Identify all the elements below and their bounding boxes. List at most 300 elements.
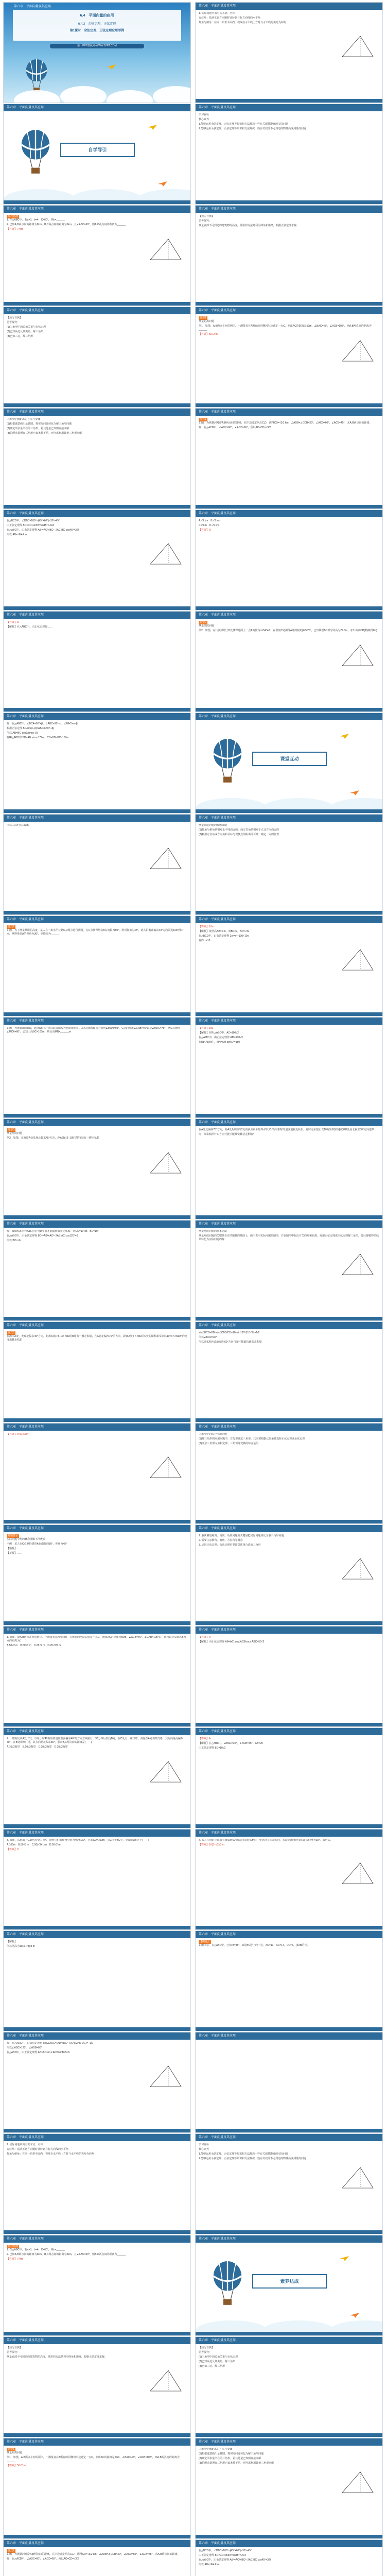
slide-body (199, 824, 379, 909)
paper-plane-icon (158, 181, 167, 187)
slide-body (7, 925, 187, 1011)
slide-footer-bar (196, 2027, 382, 2031)
slide-footer-bar (196, 99, 382, 103)
paper-plane-icon (350, 2313, 359, 2318)
slide-text-line: 由正弦定理得 BC=CD·sin30°/sin45°=√6/4 (7, 524, 55, 527)
section-slide[interactable] (195, 713, 383, 814)
slide-header: 第六章 平面向量及其应用 (4, 612, 190, 619)
slide-tag: 变式1 (200, 418, 206, 421)
slide[interactable] (195, 1829, 383, 1930)
slide[interactable] (3, 1727, 191, 1828)
slide[interactable] (195, 2539, 383, 2576)
slide[interactable] (195, 1524, 383, 1625)
slide-text-line: 3. 运用正弦定理、余弦定理时要注意选择合适的三角形 (199, 1544, 261, 1547)
slide-text-line: (1)根据题意画出示意图，将实际问题转化为解三角形问题 (199, 2452, 264, 2455)
slide-text-line: 测量角度问题的关键是在弄清题意的基础上，画出表示实际问题的图形，并在图形中标出有关的角和距离，再用正弦定理或余弦定理解三角形，最后将解得的结果转化为实际问题的解 (199, 1234, 379, 1241)
section-slide[interactable] (195, 2235, 383, 2336)
slide[interactable] (3, 408, 191, 509)
slide-text-line: (3)若所求量所在三角形已知条件不足，则考虑利用其他三角形求解 (7, 432, 82, 435)
slide[interactable] (3, 205, 191, 306)
slide-body (7, 1331, 187, 1417)
slide-footer-bar (4, 200, 190, 204)
slide-text-line: 如图，为测量河对岸A,B两点间的距离，在岸边选定两点C,D，测得CD=√3/2 km，∠ADB=∠CDB=30°，∠ACD=60°，∠ACB=45°，求A,B两点间的距离。 (199, 421, 372, 425)
slide-header: 第六章 平面向量及其应用 (4, 206, 190, 213)
slide-text-line: 【解析】由正弦定理得 AB=AC·sin∠ACB/sin∠ABC=50√2 (199, 1640, 265, 1643)
slide-text-line: 【答案】50√2 m (199, 333, 218, 336)
slide-body (199, 2042, 379, 2127)
slide[interactable] (195, 1626, 383, 1727)
section-banner (60, 143, 135, 157)
paper-plane-icon (148, 125, 157, 130)
slide[interactable] (3, 2336, 191, 2437)
slide-footer-bar (196, 505, 382, 509)
slide[interactable] (195, 1118, 383, 1219)
slide-text-line: (3)已知三边，解三角形 (199, 2365, 225, 2368)
slide-header: 第六章 平面向量及其应用 (196, 2032, 382, 2040)
slide-header: 第六章 平面向量及其应用 (4, 713, 190, 720)
slide-header: 第六章 平面向量及其应用 (196, 2134, 382, 2141)
slide-text-line: 1. 实际问题中的有关术语、名称 (7, 2143, 43, 2146)
slide-text-line: 学习目标 (199, 2143, 209, 2146)
slide-body (7, 2245, 187, 2330)
slide-footer-bar (196, 1723, 382, 1726)
slide-header: 第六章 平面向量及其应用 (4, 409, 190, 416)
slide-text-line: 所以山高约为150m。 (7, 824, 31, 827)
slide-text-line: 测量距离问题 (199, 320, 215, 323)
slide[interactable] (195, 916, 383, 1016)
slide[interactable] (195, 1220, 383, 1321)
slide-footer-bar (196, 2433, 382, 2437)
slide-tag: 预习自测 (8, 215, 19, 218)
slide-header: 第六章 平面向量及其应用 (196, 1525, 382, 1532)
slide-body (7, 1839, 187, 1924)
slide-header: 第六章 平面向量及其应用 (196, 206, 382, 213)
slide-body (199, 215, 379, 300)
slide-header: 第六章 平面向量及其应用 (4, 916, 190, 923)
slide-text-line: 【答案】D (199, 529, 211, 532)
geometry-figure (340, 642, 376, 668)
slide-text-line: 1. 如图，设A,B两点在河的两岸，一测量者在A的同侧，在所在的河岸边选定一点C，测出AC的距离为50m，∠ACB=45°，∠CAB=105°后，就可以计算出A,B两点的距离为( ) (7, 1636, 186, 1642)
slide-header: 第六章 平面向量及其应用 (4, 1221, 190, 1228)
slide-tag: 题型2 (200, 621, 206, 624)
slide[interactable] (195, 510, 383, 611)
slide-text-line: A.√3 km B.√2 km (199, 519, 220, 522)
slide-footer-bar (196, 708, 382, 711)
slide-header: 第六章 平面向量及其应用 (196, 510, 382, 517)
slide[interactable] (195, 205, 383, 306)
slide-header: 第六章 平面向量及其应用 (196, 1018, 382, 1025)
section-banner (252, 2274, 327, 2289)
cover-title-line: 6.4.3 余弦定理、正弦定理 (78, 23, 116, 26)
slide-text-line: 解：设缉私船应沿CD方向行驶t小时才能最快截获走私船，则CD=10√3t，BD=10t (7, 1230, 99, 1233)
slide[interactable] (195, 1423, 383, 1524)
slide-header: 第六章 平面向量及其应用 (196, 3, 382, 10)
slide[interactable] (3, 2235, 191, 2336)
geometry-figure (148, 2063, 184, 2089)
slide[interactable] (3, 1118, 191, 1219)
slide-text-line: 仰角与俯角：在同一铅垂平面内，视线在水平线上方时与水平线的夹角为仰角 (7, 2153, 95, 2156)
slide-text-line: 如图所示，在△ABC中，已知 B=45°，D是BC边上的一点，AD=10，AC=14，DC=6，求AB的长。 (199, 1944, 310, 1947)
slide-header: 第六章 平面向量及其应用 (4, 1728, 190, 1735)
slide-text-line: 仰角与俯角：在同一铅垂平面内，视线在水平线上方时与水平线的夹角为仰角 (199, 21, 287, 24)
slide[interactable] (3, 1017, 191, 1118)
slide-text-line: 解：在△ABC中，∠BCA=90°+β，∠ABC=90°−α，∠BAC=α−β (7, 722, 78, 725)
slide-text-line: 2.能够运用余弦定理、正弦定理等知识和方法解决一些有关底部不可到达的物体高度测量的问题 (199, 2157, 307, 2160)
slide-header: 第六章 平面向量及其应用 (4, 2134, 190, 2141)
slide-footer-bar (4, 2129, 190, 2132)
slide[interactable] (3, 814, 191, 915)
slide-text-line: 问：缉私船沿什么方向行驶才能最快截获走私船？ (199, 1133, 256, 1136)
slide-text-line: 【解析】设塔高AB=x m，则BC=x，BD=√3x (199, 930, 249, 933)
cover-slide[interactable] (3, 2, 191, 103)
slide-header: 第六章 平面向量及其应用 (196, 1221, 382, 1228)
cloud-shape (14, 90, 60, 103)
cloud-shape (60, 86, 107, 103)
slide-text-line: 例1 如图，A,B两点在河的两岸，一测量者在A所在的同侧河岸边选定一点C，测出AC的距离是50m，∠BAC=45°，∠ACB=105°，则A,B两点间的距离为______ (199, 325, 372, 331)
slide[interactable] (195, 2133, 383, 2234)
cover-subtitle: 第一PPT模板网-WWW.1PPT.COM (50, 44, 144, 48)
slide-header: 第六章 平面向量及其应用 (196, 2438, 382, 2446)
slide-header: 第六章 平面向量及其应用 (4, 1626, 190, 1634)
slide-text-line: 在△ABD中，由正弦定理得 AB=AD·sin∠ADB/sinB=5√6 (7, 2051, 70, 2054)
slide-footer-bar (4, 2027, 190, 2031)
slide-text-line: 2. 一艘海轮从A处出发，以每小时40海里的速度沿南偏东40°的方向直线航行，30分钟后到达B处。在C处有一座灯塔，海轮在A处观察灯塔，其方向是南偏东70°，在B处观察灯塔，其方向是北偏东65°，那么B,C两点间的距离是( ) (7, 1737, 183, 1744)
slide[interactable] (3, 2438, 191, 2539)
slide-text-line: 思考探究： (199, 219, 212, 223)
slide-text-line: (1)仰角与俯角是相对水平线而言的，而方位角是相对于正北方向而言的 (199, 828, 279, 832)
slide-header: 第六章 平面向量及其应用 (4, 1018, 190, 1025)
slide-text-line: (2)利用方位角或方向角和目标与观测点的距离即可唯一确定一点的位置 (199, 833, 279, 836)
slide-text-line: 【答案】10(3−√3)/3 m (199, 1843, 224, 1846)
slide-body (199, 1940, 379, 2026)
slide[interactable] (3, 307, 191, 408)
geometry-figure (340, 947, 376, 973)
slide-text-line: (1)解三角形的应用问题中，首先要确定三角形，其次要根据已知条件选择正弦定理或余弦定理 (199, 1437, 305, 1440)
slide-body (199, 1433, 379, 1518)
slide-footer-bar (4, 1824, 190, 1828)
slide[interactable] (3, 1321, 191, 1422)
slide[interactable] (195, 1930, 383, 2031)
slide-text-line: 例3 如图，在海岸A处发现北偏东45°方向，距A处(√3−1)海里的B处有一艘走私船 (7, 1137, 99, 1140)
slide-text-line: 4. 某人在塔的正东沿着南偏西60°的方向前进40m后，望见塔在东北方向，若沿途测得塔顶的最大仰角为30°，求塔高。 (199, 1839, 333, 1842)
slide-text-line: sin∠BCD=BD·sin∠CBD/CD=10t·sin120°/(10√3t)=1/2 (199, 1331, 260, 1334)
slide-text-line: 三角形中测距离的方法与步骤 (7, 418, 41, 421)
slide-tag: 变式1 (8, 2549, 14, 2552)
hot-air-balloon-icon (211, 2261, 244, 2311)
cover-title-line: 第1课时 余弦定理、正弦定理应用举例 (69, 29, 125, 32)
slide-footer-bar (196, 1012, 382, 1016)
slide-text-line: (2)确定所求量所在的三角形，若其他量已知则直接求解 (199, 2457, 261, 2460)
paper-plane-icon (340, 734, 349, 739)
slide-header: 第六章 平面向量及其应用 (196, 1728, 382, 1735)
slide-text-line: 解：在△ACD中，∠ADC=60°，∠ACD=60°，所以AC=CD=√3/2 (7, 2557, 79, 2561)
geometry-figure (340, 1860, 376, 1886)
slide-text-line: 思考探究： (199, 2351, 212, 2354)
slide[interactable] (195, 104, 383, 205)
slide-text-line: 核心素养 (199, 2148, 209, 2151)
slide-tag: 变式2 (8, 925, 14, 928)
slide-tag: 【例题】 (200, 1940, 210, 1943)
slide[interactable] (195, 2336, 383, 2437)
slide-footer-bar (4, 403, 190, 407)
slide-text-line: 【答案】√7km (7, 2258, 24, 2261)
slide-body (7, 2448, 187, 2533)
slide-header: 第六章 平面向量及其应用 (4, 2235, 190, 2243)
slide-text-line: 1.能够运用余弦定理、正弦定理等知识和方法解决一些有关测量距离的实际问题 (199, 123, 289, 126)
slide-text-line: 测量角度问题的基本思路 (199, 1230, 227, 1233)
cover-title-line: 6.4 平面向量的应用 (80, 14, 114, 18)
slide-text-line: 在Rt△AMN中，MN=AM·sin60°=150 (199, 1041, 240, 1044)
slide-text-line: 【错解】…… (7, 1547, 23, 1550)
slide-body (7, 1940, 187, 2026)
slide-text-line: (3)已知三边，解三角形 (7, 335, 33, 338)
slide-text-line: 测量角度问题 (7, 1132, 23, 1135)
slide-footer-bar (4, 1520, 190, 1523)
slide-text-line: 学习目标 (199, 113, 209, 116)
slide[interactable] (3, 2133, 191, 2234)
slide-footer-bar (4, 505, 190, 509)
slide-header: 第六章 平面向量及其应用 (196, 2235, 382, 2243)
slide-text-line: (2)注意三角形内角和定理、三角恒等变换的综合运用 (199, 1442, 259, 1445)
slide-tag: 题型1 (8, 2448, 14, 2451)
geometry-figure (340, 1251, 376, 1277)
slide-text-line: 在△BCD中，∠DBC=180°−(45°+60°)−30°=45° (7, 519, 60, 522)
slide-header: 第六章 平面向量及其应用 (4, 2337, 190, 2344)
slide-text-line: (1)三角形中的边角关系与余弦定理 (7, 326, 46, 329)
slide-text-line: 根据正弦定理 BC/sin(α−β)=AB/sin(90°+β) (7, 727, 55, 730)
slide-text-line: 所以∠BCD=30° (199, 1336, 217, 1339)
slide[interactable] (3, 2032, 191, 2133)
slide-text-line: 由正弦定理得 BC=10√2 (199, 1747, 226, 1750)
slide-body (199, 1027, 379, 1112)
slide-footer-bar (4, 2535, 190, 2538)
slide[interactable] (3, 916, 191, 1016)
slide[interactable] (3, 1626, 191, 1727)
slide-text-line: A.10√2海里 B.10√3海里 C.20√3海里 D.20√2海里 (7, 1745, 68, 1749)
slide[interactable] (195, 2438, 383, 2539)
slide[interactable] (3, 713, 191, 814)
slide-body (7, 621, 187, 706)
slide-footer-bar (4, 1114, 190, 1117)
slide-body (199, 1737, 379, 1823)
slide-header: 第六章 平面向量及其应用 (4, 104, 190, 111)
slide-body (7, 1534, 187, 1620)
slide[interactable] (195, 2, 383, 103)
cloud-shape (107, 90, 153, 103)
slide-text-line: 如图，为测量山高MN，选择A和另一座山的山顶C为测量观测点。从A点测得M点的仰角∠MAN=60°，C点的仰角∠CAB=45°以及∠MAC=75°；从C点测得∠MCA=60°。已知山高BC=100m，则山高MN=______m (7, 1027, 180, 1033)
slide-text-line: 测量距离问题 (7, 2451, 23, 2454)
geometry-figure (148, 1454, 184, 1480)
slide-footer-bar (4, 911, 190, 914)
geometry-figure (340, 338, 376, 364)
slide[interactable] (195, 307, 383, 408)
slide[interactable] (3, 1423, 191, 1524)
slide-text-line: 1. 实际问题中的有关术语、名称 (199, 12, 235, 15)
slide-header: 第六章 平面向量及其应用 (196, 1931, 382, 1938)
slide-text-line: (3)若所求量所在三角形已知条件不足，则考虑利用其他三角形求解 (199, 2462, 274, 2465)
slide-text-line: 【预习自测】 (199, 215, 215, 218)
slide-text-line: 【预习自测】 (7, 2346, 23, 2349)
slide-body (199, 1128, 379, 1214)
slide-footer-bar (4, 2433, 190, 2437)
slide[interactable] (195, 1321, 383, 1422)
slide-text-line: 1. 在△ABC中，若a=3，b=4，C=60°，则c=______ (7, 218, 65, 222)
slide-text-line: 例2 如图，在山顶铁塔上B处测得地面上一点A的俯角α=54°40′，在塔底C处测得A处的俯角β=50°1′，已知铁塔BC部分的高为27.3m，求出山高CD(精确到1m) (199, 629, 377, 632)
section-title: 自学导引 (88, 147, 107, 152)
chapter-label: 第六章 平面向量及其应用 (14, 5, 51, 8)
slide-footer-bar (196, 1621, 382, 1625)
slide-header: 第六章 平面向量及其应用 (196, 409, 382, 416)
slide-header: 第六章 平面向量及其应用 (4, 2438, 190, 2446)
slide-footer-bar (4, 708, 190, 711)
slide-body (199, 2549, 379, 2576)
slide-body (7, 2143, 187, 2229)
slide-header: 第六章 平面向量及其应用 (196, 1322, 382, 1329)
slide-text-line: 【预习自测】 (7, 316, 23, 319)
hot-air-balloon-icon (19, 130, 52, 179)
slide-body (7, 1636, 187, 1721)
slide-header: 第六章 平面向量及其应用 (196, 2337, 382, 2344)
slide-text-line: 2. 需要注意仰角、俯角、方位角等概念 (199, 1539, 243, 1542)
slide-text-line: 【答案】150 (199, 1027, 214, 1030)
slide[interactable] (3, 611, 191, 712)
slide-text-line: 在△ABC中，由余弦定理得 AB²=AC²+BC²−2AC·BC·cos45°=3/8 (7, 529, 79, 532)
slide-footer-bar (4, 2332, 190, 2335)
slide-text-line: 【答案】C (7, 1848, 19, 1851)
slide-footer-bar (196, 1317, 382, 1320)
slide[interactable] (195, 611, 383, 712)
slide-text-line: (2)已知两边及其夹角，解三角形 (199, 2360, 236, 2363)
geometry-figure (148, 1150, 184, 1176)
slide[interactable] (3, 1930, 191, 2031)
slide-header: 第六章 平面向量及其应用 (196, 612, 382, 619)
slide-header: 第六章 平面向量及其应用 (4, 1423, 190, 1431)
slide-text-line: 【答案】D (7, 621, 19, 624)
slide-text-line: 由正弦定理得 BC=CD·sin30°/sin45°=√6/4 (199, 2554, 247, 2557)
slide-footer-bar (196, 606, 382, 610)
slide[interactable] (195, 1017, 383, 1118)
slide-text-line: C.2 km D.√6 km (199, 524, 219, 527)
slide-body (7, 418, 187, 503)
slide-footer-bar (196, 1418, 382, 1422)
slide-text-line: 在△AMC中，由正弦定理得 AM=100√3 (199, 1036, 243, 1039)
slide-header: 第六章 平面向量及其应用 (4, 1119, 190, 1126)
slide[interactable] (195, 814, 383, 915)
slide[interactable] (3, 2539, 191, 2576)
slide-header: 第六章 平面向量及其应用 (4, 1931, 190, 1938)
slide-footer-bar (196, 2332, 382, 2335)
slide[interactable] (195, 2032, 383, 2133)
slide-body (7, 722, 187, 808)
slide-footer-bar (196, 302, 382, 306)
slide[interactable] (3, 1829, 191, 1930)
slide-footer-bar (4, 302, 190, 306)
slide-text-line: 如图，为了测量某塔的高度，某人在一条水平公路C,D两点进行测量。在C点测得塔底B在南偏西80°，塔顶仰角为45°，此人沿着南偏东40°方向前进10m到D点，测得塔顶A的仰角为30°，则塔高为______ (7, 929, 183, 936)
slide-footer-bar (4, 1215, 190, 1219)
slide-text-line: 三角形中的综合应用问题 (199, 1433, 227, 1436)
slide-text-line: 测量底部不可到达的建筑物的高度，常用的方法是利用仰角和距离，根据正弦定理求解。 (7, 2355, 108, 2359)
slide-text-line: 所以 AB=√6/4 km (199, 2563, 219, 2566)
slide-text-line: A.100m B.50√3 m C.50(√3+1)m D.50√2 m (7, 1843, 61, 1846)
slide-tag: 题型3 (8, 1128, 14, 1131)
slide-text-line: 1. 在△ABC中，若a=3，b=4，C=60°，则c=______ (7, 2248, 65, 2251)
slide-text-line: 在△ABC中，由余弦定理得 AB²=AC²+BC²−2AC·BC·cos45°=3/8 (199, 2558, 271, 2562)
slide-footer-bar (4, 1621, 190, 1625)
slide-text-line: 如图，为测量河对岸A,B两点间的距离，在岸边选定两点C,D，测得CD=√3/2 km，∠ADB=∠CDB=30°，∠ACD=60°，∠ACB=45°，求A,B两点间的距离。 (7, 2553, 180, 2556)
geometry-figure (148, 1759, 184, 1785)
slide-text-line: 【正解】…… (7, 1552, 23, 1555)
slide-text-line: 所以 AB=√6/4 km (7, 533, 27, 536)
slide-header: 第六章 平面向量及其应用 (4, 510, 190, 517)
paper-plane-icon (340, 2256, 349, 2261)
slide-header: 第六章 平面向量及其应用 (196, 916, 382, 923)
slide-body (199, 113, 379, 199)
slide-tag: 题型1 (200, 316, 206, 319)
geometry-figure (340, 1556, 376, 1582)
slide[interactable] (195, 408, 383, 509)
slide-text-line: 所以缉私船应沿北偏东60°方向行驶才能最快截获走私船 (199, 1341, 262, 1344)
slide-text-line: 所以塔高为10(3−√3)/3 m (7, 1945, 35, 1948)
slide-header: 第六章 平面向量及其应用 (4, 1322, 190, 1329)
slide-tag: 预习自测 (8, 2245, 19, 2248)
slide-text-line: 在△ABC中，由余弦定理得 BC²=AB²+AC²−2AB·AC·cos120°=6 (7, 1234, 78, 1238)
slide-text-line: (2)已知两边及其夹角，解三角形 (7, 330, 44, 333)
cover-title-box (13, 10, 181, 41)
slide-footer-bar (196, 1215, 382, 1219)
paper-plane-icon (107, 64, 116, 70)
slide-text-line: 【答案】10m (199, 925, 214, 928)
section-title: 课堂互动 (280, 756, 299, 761)
geometry-figure (148, 2368, 184, 2394)
slide-text-line: 1. 解决测量距离、高度、角度问题的关键是把实际问题转化为解三角形问题 (199, 1534, 284, 1537)
slide-text-line: 测量高度问题 (199, 624, 215, 628)
geometry-figure (148, 845, 184, 871)
slide-header: 第六章 平面向量及其应用 (196, 1119, 382, 1126)
slide-body (199, 1636, 379, 1721)
slide-text-line: 所以 AB=BC·cosβ/sin(α−β) (7, 732, 38, 735)
slide-text-line: 核心素养 (199, 118, 209, 121)
slide-text-line: 【答案】A (199, 1636, 211, 1639)
section-title: 素养达成 (280, 2279, 299, 2284)
slide-text-line: 在海岸A处，发现北偏东45°方向，距离A处(√3−1)n mile的B处有一艘走私船，在A处北偏西75°的方向，距离A处2 n mile的C处的缉私船奉命以10√3 n mile/h的速度追截走私船 (7, 1335, 187, 1342)
slide-text-line: 在A处北偏西75°方向，距A处2海里的C处的我方缉私船奉命以10√3海里/时的速度追截走私船，此时走私船正以10海里/时的速度从B处向北偏东30°方向逃窜 (199, 1128, 374, 1131)
slide[interactable] (3, 510, 191, 611)
slide-text-line: 解得 x=10 (199, 939, 210, 942)
slide[interactable] (195, 1727, 383, 1828)
slide-footer-bar (196, 2129, 382, 2132)
slide[interactable] (3, 1524, 191, 1625)
slide-footer-bar (196, 2535, 382, 2538)
slide-text-line: 【解析】在Rt△ABC中，AC=100√2 (199, 1031, 239, 1035)
slide-text-line: 2. 已知A,B两点间的距离为2km，B,C两点间的距离为3km，且∠ABC=60°，则A,C两点间的距离为______ (7, 223, 126, 226)
slide-header: 第六章 平面向量及其应用 (4, 815, 190, 822)
slide-text-line: 在△BCD中，由余弦定理得 3x²=x²+100+10x (199, 935, 249, 938)
slide-footer-bar (196, 1114, 382, 1117)
slide-text-line: 方位角：指从正北方向顺时针转到目标方向线的水平角 (199, 16, 261, 20)
section-slide[interactable] (3, 104, 191, 205)
slide-body (7, 316, 187, 402)
slide-footer-bar (196, 2230, 382, 2234)
slide-text-line: 方位角：指从正北方向顺时针转到目标方向线的水平角 (7, 2148, 69, 2151)
slide-text-line: 2.能够运用余弦定理、正弦定理等知识和方法解决一些有关底部不可到达的物体高度测量的问题 (199, 127, 307, 130)
paper-plane-icon (350, 790, 359, 795)
slide-text-line: 【解析】…… (7, 1940, 23, 1943)
slide-footer-bar (4, 1723, 190, 1726)
geometry-figure (340, 33, 376, 59)
slide[interactable] (3, 1220, 191, 1321)
slide-footer-bar (4, 1418, 190, 1422)
slide-text-line: 【解析】在△ABC中，由正弦定理得…… (7, 625, 53, 629)
